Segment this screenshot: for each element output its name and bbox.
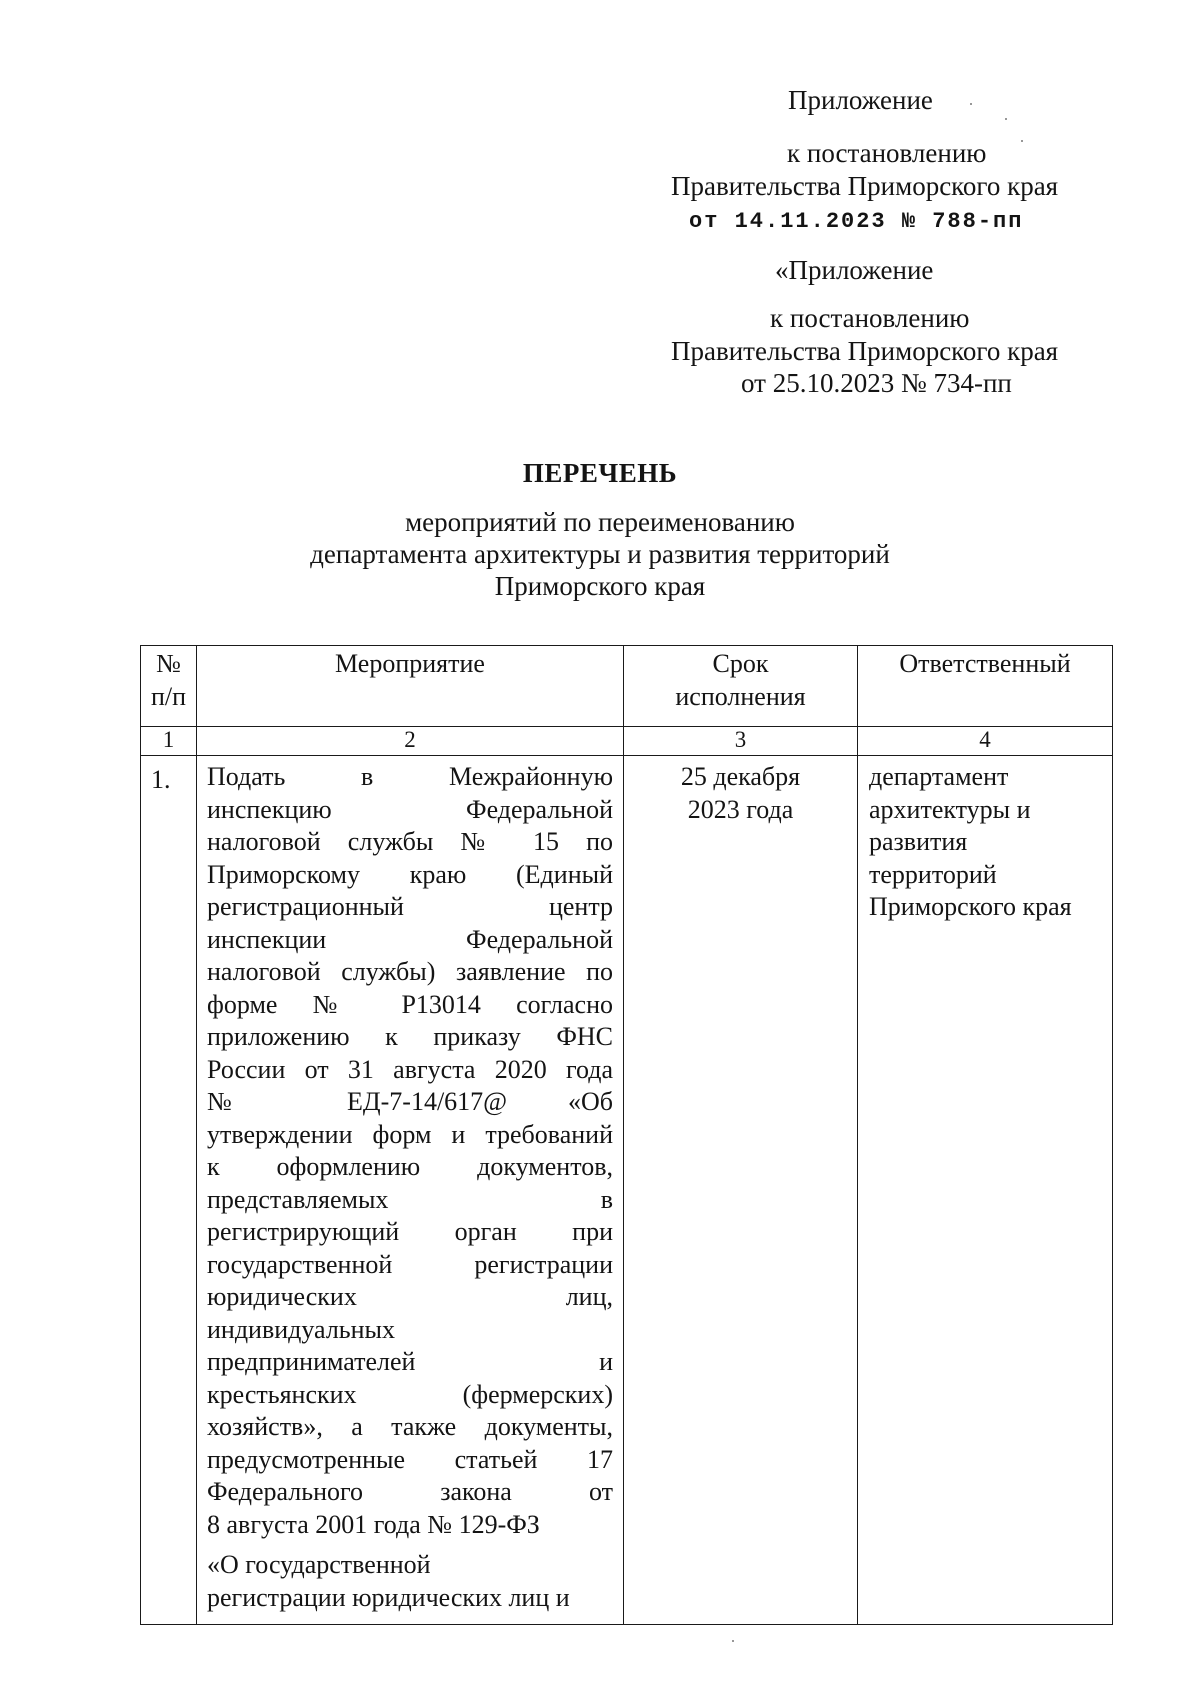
- government-prev-label: Правительства Приморского края: [671, 336, 1059, 366]
- event-line: представляемых в: [207, 1184, 613, 1214]
- event-line: юридических лиц,: [207, 1282, 613, 1311]
- column-number: 3: [624, 727, 858, 756]
- event-line: налоговой службы № 15 по: [207, 827, 613, 856]
- column-number: 1: [141, 727, 197, 756]
- event-line: Федерального закона от: [207, 1477, 613, 1506]
- event-line: «О государственной: [207, 1550, 431, 1579]
- header-event: Мероприятие: [197, 646, 624, 727]
- event-line: регистрации юридических лиц и: [207, 1582, 570, 1612]
- table-header-row: [141, 646, 1113, 727]
- scan-speck: [1005, 118, 1007, 120]
- event-line: утверждении форм и требований: [207, 1119, 613, 1149]
- column-number: 2: [197, 727, 624, 756]
- event-line: хозяйств», а также документы,: [207, 1412, 613, 1441]
- government-label: Правительства Приморского края: [671, 171, 1059, 201]
- row-responsible: [858, 756, 1113, 1625]
- event-line: Приморскому краю (Единый: [207, 859, 613, 889]
- subtitle-line: мероприятий по переименованию: [405, 507, 795, 537]
- row-event: [197, 756, 624, 1625]
- document-subtitle: [0, 506, 1200, 602]
- responsible-line: Приморского края: [869, 892, 1072, 921]
- row-number: 1.: [141, 756, 197, 1625]
- table-row: [141, 756, 1113, 1625]
- event-line: индивидуальных: [207, 1314, 396, 1344]
- event-line: инспекции Федеральной: [207, 924, 613, 954]
- event-line: крестьянских (фермерских): [207, 1379, 613, 1409]
- measures-table: [140, 645, 1113, 1625]
- event-line: форме № Р13014 согласно: [207, 989, 613, 1019]
- event-line: к оформлению документов,: [207, 1152, 613, 1181]
- event-line: предусмотренные статьей 17: [207, 1444, 613, 1474]
- scan-speck: [970, 103, 972, 105]
- appendix-prev-label: «Приложение: [775, 255, 934, 285]
- event-line: Подать в Межрайонную: [207, 762, 613, 791]
- event-line: налоговой службы) заявление по: [207, 957, 613, 986]
- column-number-row: [141, 727, 1113, 756]
- responsible-line: развития: [869, 827, 968, 856]
- document-title: ПЕРЕЧЕНЬ: [522, 458, 678, 488]
- responsible-line: департамент: [869, 762, 1009, 791]
- responsible-line: территорий: [869, 859, 997, 889]
- row-term: [624, 756, 858, 1625]
- subtitle-line: департамента архитектуры и развития территорий: [310, 539, 890, 569]
- resolution-date-number-stamp: от 14.11.2023 № 788-пп: [689, 209, 1024, 234]
- term-line: 25 декабря: [680, 762, 801, 791]
- scan-speck: [732, 1640, 734, 1642]
- event-line: приложению к приказу ФНС: [207, 1022, 613, 1051]
- event-line: регистрирующий орган при: [207, 1217, 613, 1246]
- event-line: № ЕД-7-14/617@ «Об: [207, 1087, 613, 1116]
- to-resolution-prev-label: к постановлению: [770, 303, 970, 333]
- resolution-prev-date-number: от 25.10.2023 № 734-пп: [741, 368, 1012, 398]
- event-line: 8 августа 2001 года № 129-ФЗ: [207, 1509, 540, 1539]
- header-responsible: Ответственный: [858, 646, 1113, 727]
- header-term: Срок исполнения: [624, 646, 858, 727]
- event-line: регистрационный центр: [207, 892, 613, 921]
- to-resolution-label: к постановлению: [787, 138, 987, 168]
- subtitle-line: Приморского края: [494, 571, 706, 601]
- event-line: предпринимателей и: [207, 1347, 613, 1376]
- event-line: России от 31 августа 2020 года: [207, 1054, 613, 1084]
- header-no: № п/п: [141, 646, 197, 727]
- responsible-line: архитектуры и: [869, 794, 1031, 824]
- column-number: 4: [858, 727, 1113, 756]
- scan-speck: [1021, 140, 1023, 142]
- event-line: государственной регистрации: [207, 1249, 613, 1279]
- event-line: инспекцию Федеральной: [207, 794, 613, 824]
- appendix-label: Приложение: [788, 85, 933, 115]
- term-line: 2023 года: [687, 794, 794, 824]
